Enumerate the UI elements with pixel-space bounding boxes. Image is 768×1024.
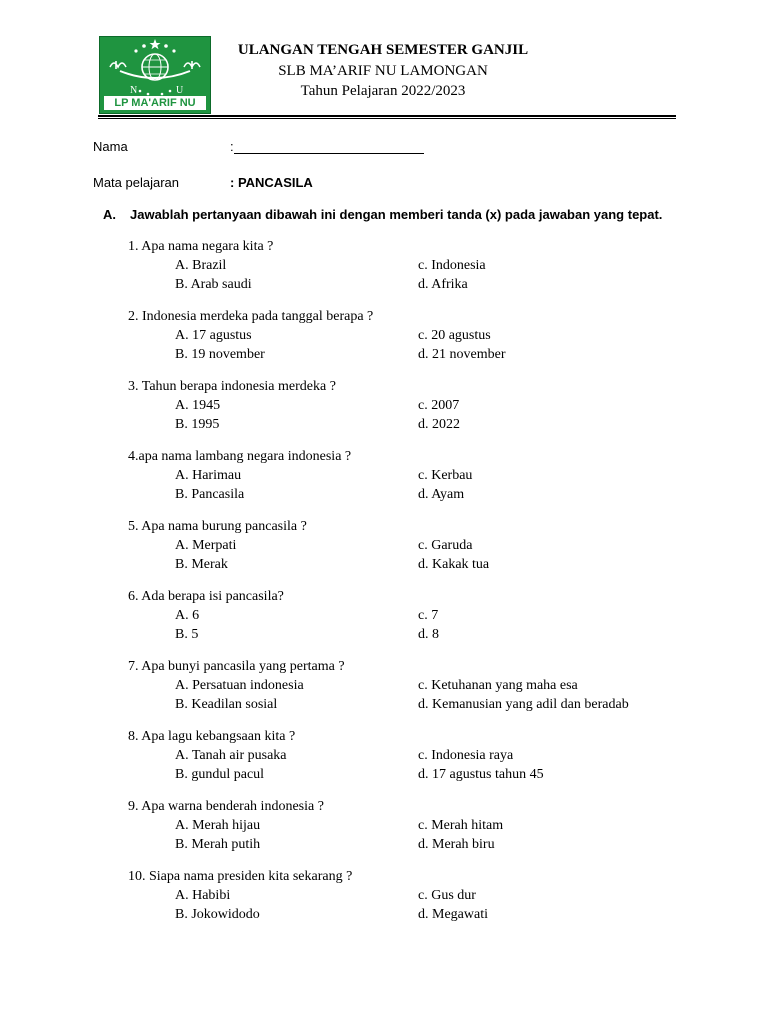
option-c[interactable]: c. Indonesia raya — [418, 748, 514, 763]
option-a[interactable]: A. Persatuan indonesia — [175, 678, 304, 693]
question-6 — [0, 589, 768, 649]
option-a[interactable]: A. 6 — [175, 608, 200, 623]
question-1 — [0, 239, 768, 299]
logo-letter-u: U — [176, 85, 184, 96]
question-text: 4.apa nama lambang negara indonesia ? — [128, 449, 352, 464]
option-a[interactable]: A. Harimau — [175, 468, 242, 483]
option-b[interactable]: B. Jokowidodo — [175, 907, 260, 922]
question-text: 2. Indonesia merdeka pada tanggal berapa ? — [128, 309, 374, 324]
lp-maarif-nu-logo — [99, 36, 211, 114]
section-instruction: Jawablah pertanyaan dibawah ini dengan memberi tanda (x) pada jawaban yang tepat. — [130, 207, 663, 222]
option-d[interactable]: d. Kemanusian yang adil dan beradab — [418, 697, 629, 712]
option-d[interactable]: d. 21 november — [418, 347, 506, 362]
option-c[interactable]: c. Garuda — [418, 538, 473, 553]
question-4 — [0, 449, 768, 509]
academic-year: Tahun Pelajaran 2022/2023 — [300, 83, 466, 99]
option-d[interactable]: d. Merah biru — [418, 837, 495, 852]
question-text: 1. Apa nama negara kita ? — [128, 239, 274, 254]
option-d[interactable]: d. 2022 — [418, 417, 460, 432]
name-blank-line[interactable] — [234, 139, 424, 154]
question-5 — [0, 519, 768, 579]
option-c[interactable]: c. Gus dur — [418, 888, 476, 903]
subject-label: Mata pelajaran — [93, 175, 179, 190]
section-letter: A. — [103, 207, 116, 222]
question-10 — [0, 869, 768, 929]
option-d[interactable]: d. Kakak tua — [418, 557, 490, 572]
option-a[interactable]: A. 1945 — [175, 398, 221, 413]
logo-letter-n: N — [130, 85, 138, 96]
option-b[interactable]: B. 1995 — [175, 417, 220, 432]
option-c[interactable]: c. Indonesia — [418, 258, 486, 273]
option-c[interactable]: c. Ketuhanan yang maha esa — [418, 678, 578, 693]
question-text: 8. Apa lagu kebangsaan kita ? — [128, 729, 296, 744]
nu-emblem-icon — [100, 37, 210, 99]
question-text: 9. Apa warna benderah indonesia ? — [128, 799, 324, 814]
logo-label: LP MA'ARIF NU — [104, 96, 206, 110]
question-2 — [0, 309, 768, 369]
option-a[interactable]: A. Habibi — [175, 888, 231, 903]
option-a[interactable]: A. Merah hijau — [175, 818, 261, 833]
option-a[interactable]: A. 17 agustus — [175, 328, 252, 343]
name-colon: : — [230, 139, 234, 154]
option-b[interactable]: B. 19 november — [175, 347, 265, 362]
question-text: 3. Tahun berapa indonesia merdeka ? — [128, 379, 336, 394]
option-b[interactable]: B. gundul pacul — [175, 767, 265, 782]
question-7 — [0, 659, 768, 719]
option-a[interactable]: A. Tanah air pusaka — [175, 748, 287, 763]
option-b[interactable]: B. Merah putih — [175, 837, 261, 852]
question-text: 6. Ada berapa isi pancasila? — [128, 589, 284, 604]
question-3 — [0, 379, 768, 439]
option-c[interactable]: c. 20 agustus — [418, 328, 491, 343]
question-text: 10. Siapa nama presiden kita sekarang ? — [128, 869, 353, 884]
exam-title: ULANGAN TENGAH SEMESTER GANJIL — [237, 42, 529, 58]
option-d[interactable]: d. Megawati — [418, 907, 488, 922]
option-b[interactable]: B. Pancasila — [175, 487, 245, 502]
option-c[interactable]: c. Merah hitam — [418, 818, 504, 833]
header-divider — [98, 115, 676, 117]
option-b[interactable]: B. Arab saudi — [175, 277, 252, 292]
question-8 — [0, 729, 768, 789]
subject-value: : PANCASILA — [230, 175, 313, 190]
option-c[interactable]: c. Kerbau — [418, 468, 473, 483]
name-label: Nama — [93, 139, 128, 154]
name-field[interactable] — [230, 139, 424, 154]
option-d[interactable]: d. 8 — [418, 627, 439, 642]
header-divider-thin — [98, 118, 676, 119]
option-a[interactable]: A. Merpati — [175, 538, 237, 553]
option-c[interactable]: c. 2007 — [418, 398, 460, 413]
question-text: 7. Apa bunyi pancasila yang pertama ? — [128, 659, 345, 674]
option-d[interactable]: d. Afrika — [418, 277, 468, 292]
question-9 — [0, 799, 768, 859]
option-d[interactable]: d. Ayam — [418, 487, 465, 502]
option-a[interactable]: A. Brazil — [175, 258, 227, 273]
option-d[interactable]: d. 17 agustus tahun 45 — [418, 767, 544, 782]
option-b[interactable]: B. Keadilan sosial — [175, 697, 278, 712]
question-text: 5. Apa nama burung pancasila ? — [128, 519, 307, 534]
school-name: SLB MA’ARIF NU LAMONGAN — [278, 63, 488, 79]
option-b[interactable]: B. 5 — [175, 627, 199, 642]
option-c[interactable]: c. 7 — [418, 608, 439, 623]
option-b[interactable]: B. Merak — [175, 557, 228, 572]
